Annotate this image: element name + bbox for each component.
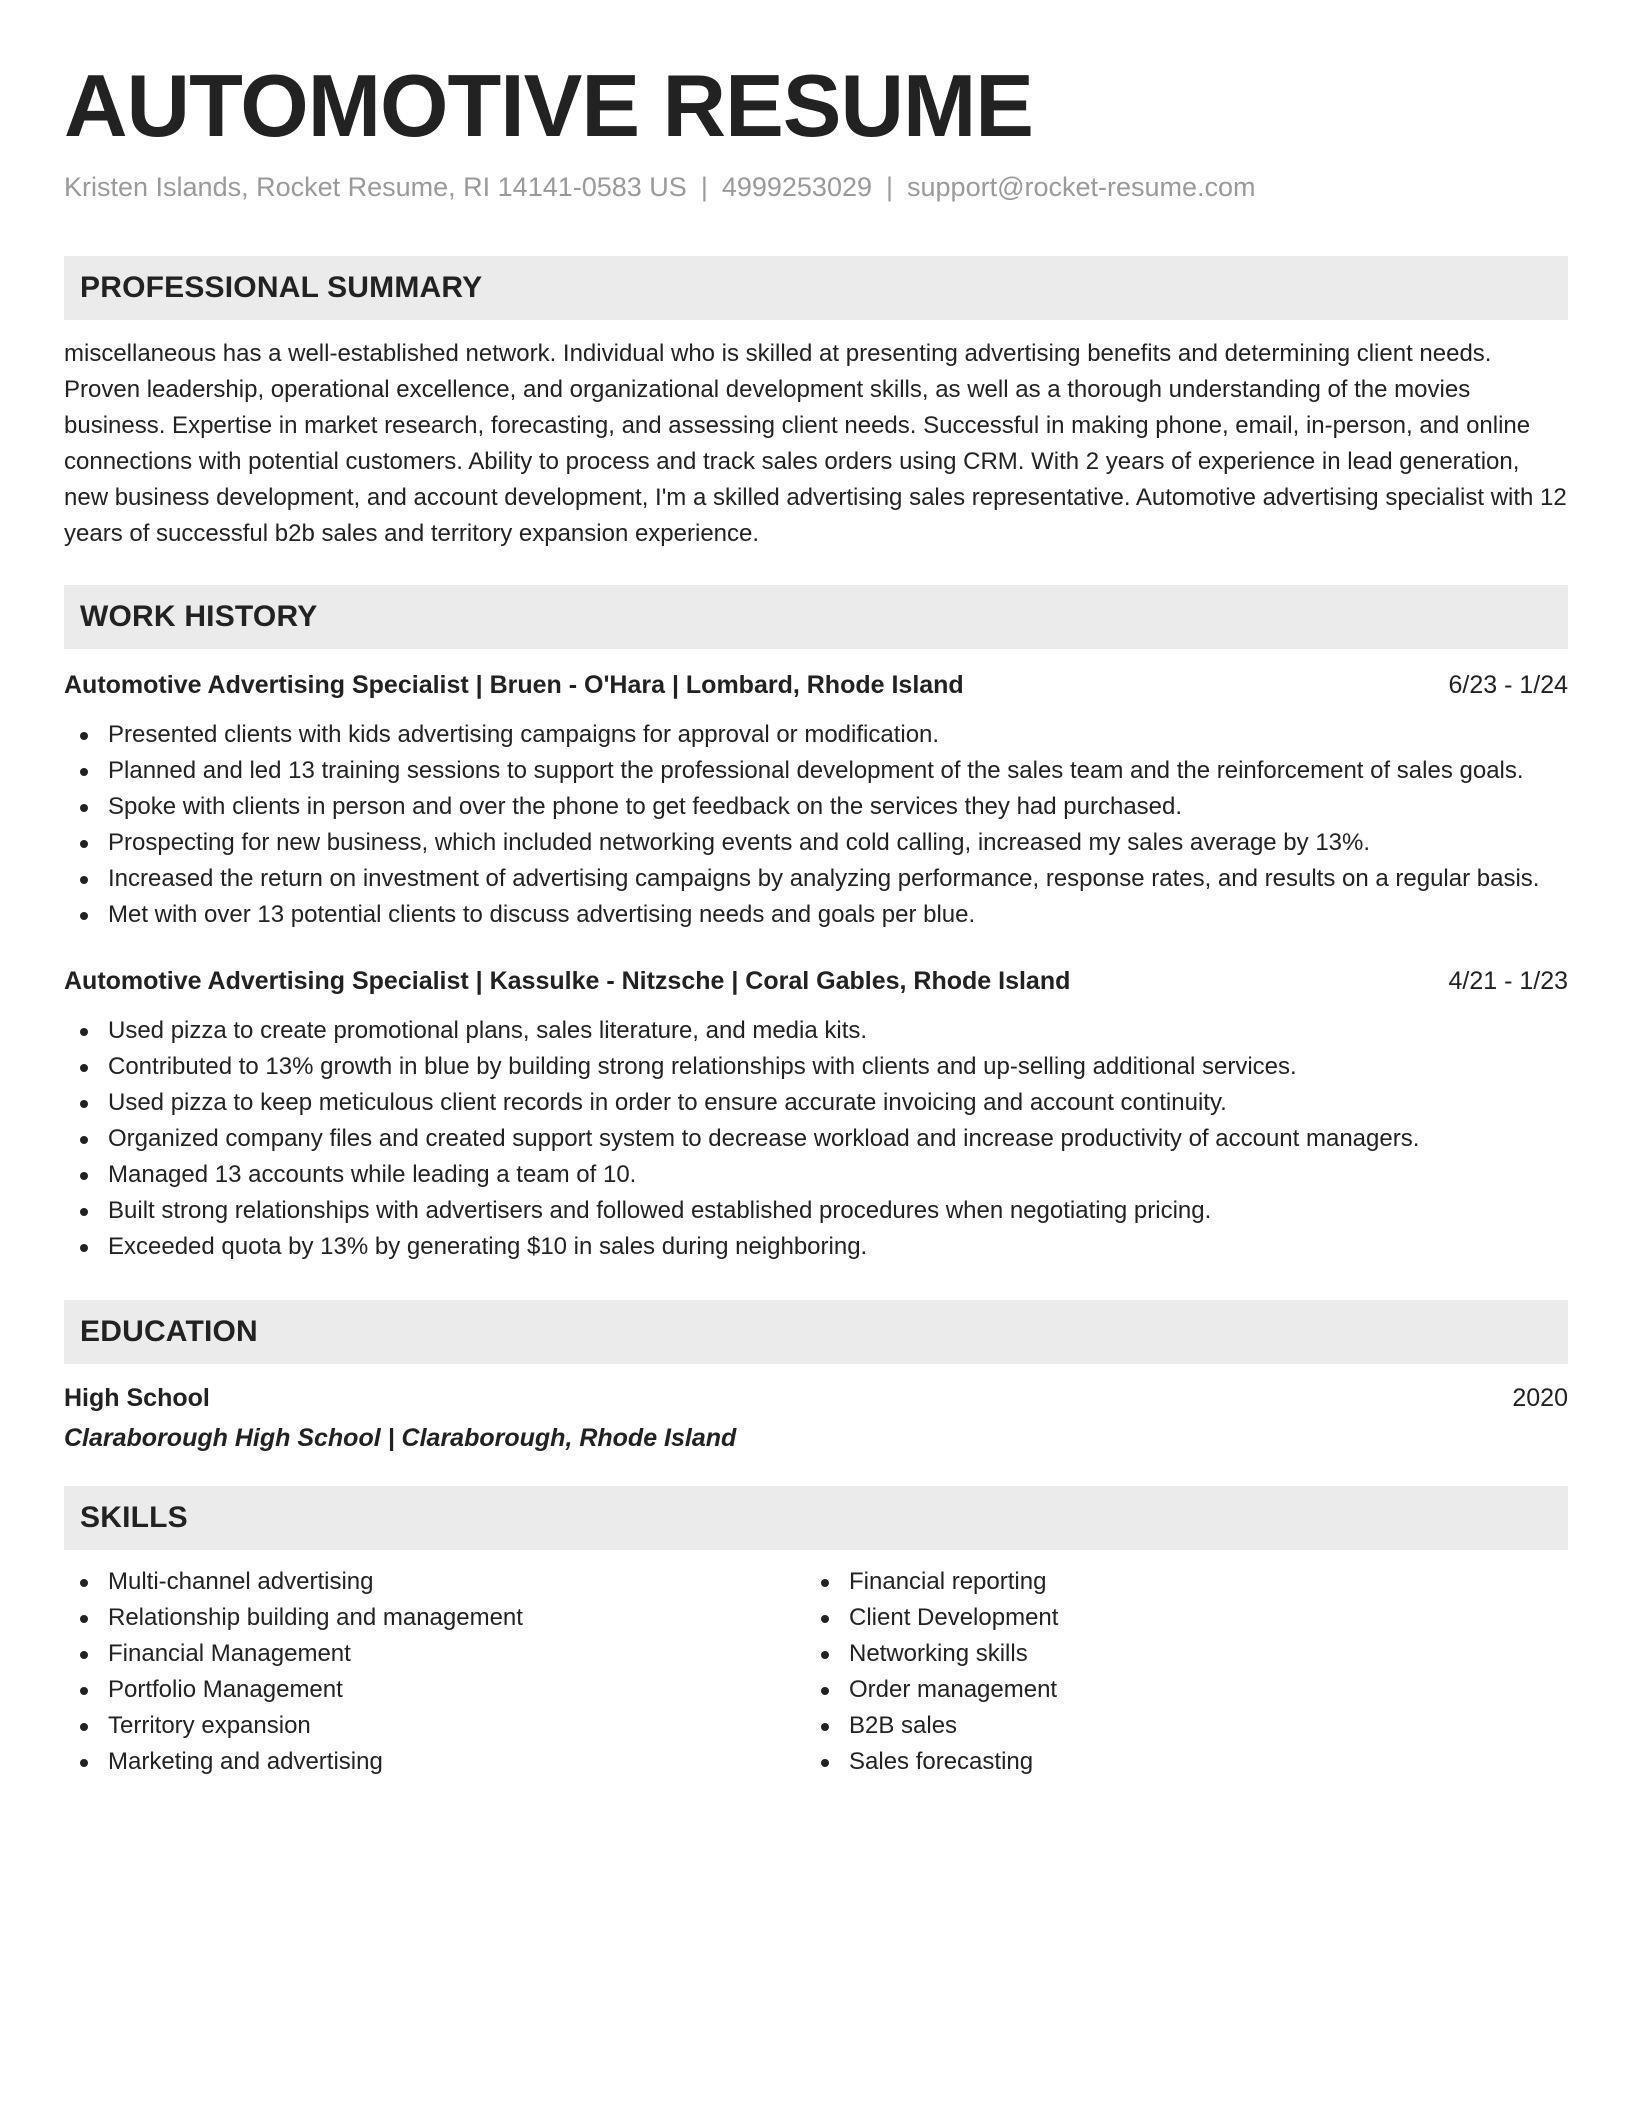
contact-email: support@rocket-resume.com xyxy=(907,172,1256,202)
job-bullet: Spoke with clients in person and over the phone to get feedback on the services they had purchased. xyxy=(64,789,1568,825)
education-degree: High School xyxy=(64,1384,210,1412)
job-title: Automotive Advertising Specialist | Kassulke - Nitzsche | Coral Gables, Rhode Island xyxy=(64,967,1071,995)
contact-separator: | xyxy=(886,172,894,202)
summary-section-header: PROFESSIONAL SUMMARY xyxy=(64,256,1568,320)
skills-list-right xyxy=(805,1564,1546,1780)
job-bullet: Exceeded quota by 13% by generating $10 in sales during neighboring. xyxy=(64,1229,1568,1265)
skill-item: Territory expansion xyxy=(64,1708,805,1744)
job-dates: 6/23 - 1/24 xyxy=(1448,671,1568,699)
job-bullet: Contributed to 13% growth in blue by building strong relationships with clients and up-selling additional services. xyxy=(64,1049,1568,1085)
skill-item: B2B sales xyxy=(805,1708,1546,1744)
skill-item: Sales forecasting xyxy=(805,1744,1546,1780)
skill-item: Multi-channel advertising xyxy=(64,1564,805,1600)
skill-item: Relationship building and management xyxy=(64,1600,805,1636)
skill-item: Financial reporting xyxy=(805,1564,1546,1600)
skill-item: Client Development xyxy=(805,1600,1546,1636)
contact-phone: 4999253029 xyxy=(721,172,872,202)
education-school: Claraborough High School | Claraborough, Rhode Island xyxy=(64,1424,737,1452)
job-bullets xyxy=(64,717,1568,933)
job-bullet: Managed 13 accounts while leading a team of 10. xyxy=(64,1157,1568,1193)
job-bullets xyxy=(64,1013,1568,1265)
resume-name: AUTOMOTIVE RESUME xyxy=(64,56,1034,155)
job-title: Automotive Advertising Specialist | Bruen - O'Hara | Lombard, Rhode Island xyxy=(64,671,964,699)
job-entry xyxy=(64,963,1568,1265)
skill-item: Marketing and advertising xyxy=(64,1744,805,1780)
job-bullet: Built strong relationships with advertisers and followed established procedures when negotiating pricing. xyxy=(64,1193,1568,1229)
education-section-header: EDUCATION xyxy=(64,1300,1568,1364)
contact-separator: | xyxy=(700,172,708,202)
job-bullet: Prospecting for new business, which included networking events and cold calling, increased my sales average by 13%. xyxy=(64,825,1568,861)
skills-columns xyxy=(64,1564,1568,1780)
education-year: 2020 xyxy=(1512,1384,1568,1412)
skill-item: Order management xyxy=(805,1672,1546,1708)
job-bullet: Used pizza to keep meticulous client records in order to ensure accurate invoicing and account continuity. xyxy=(64,1085,1568,1121)
skill-item: Portfolio Management xyxy=(64,1672,805,1708)
contact-line xyxy=(64,170,1568,204)
job-bullet: Met with over 13 potential clients to discuss advertising needs and goals per blue. xyxy=(64,897,1568,933)
job-bullet: Used pizza to create promotional plans, sales literature, and media kits. xyxy=(64,1013,1568,1049)
job-bullet: Organized company files and created support system to decrease workload and increase productivity of account managers. xyxy=(64,1121,1568,1157)
work-history-section-header: WORK HISTORY xyxy=(64,585,1568,649)
job-entry xyxy=(64,667,1568,933)
resume-page xyxy=(64,0,1568,1780)
summary-text: miscellaneous has a well-established network. Individual who is skilled at presenting advertising benefits and determining client needs. Proven leadership, operational excellence, and organizational development skills, as well as a thorough understanding of the movies business. Expertise in market research, forecasting, and assessing client needs. Successful in making phone, email, in-person, and online connections with potential customers. Ability to process and track sales orders using CRM. With 2 years of experience in lead generation, new business development, and account development, I'm a skilled advertising sales representative. Automotive advertising specialist with 12 years of successful b2b sales and territory expansion experience. xyxy=(64,340,1567,547)
job-bullet: Presented clients with kids advertising campaigns for approval or modification. xyxy=(64,717,1568,753)
skill-item: Financial Management xyxy=(64,1636,805,1672)
job-header xyxy=(64,963,1568,999)
skill-item: Networking skills xyxy=(805,1636,1546,1672)
job-bullet: Planned and led 13 training sessions to support the professional development of the sales team and the reinforcement of sales goals. xyxy=(64,753,1568,789)
skills-list-left xyxy=(64,1564,805,1780)
job-bullet: Increased the return on investment of advertising campaigns by analyzing performance, response rates, and results on a regular basis. xyxy=(64,861,1568,897)
job-header xyxy=(64,667,1568,703)
contact-address: Kristen Islands, Rocket Resume, RI 14141-0583 US xyxy=(64,172,687,202)
job-dates: 4/21 - 1/23 xyxy=(1448,967,1568,995)
education-entry xyxy=(64,1380,1568,1416)
skills-section-header: SKILLS xyxy=(64,1486,1568,1550)
